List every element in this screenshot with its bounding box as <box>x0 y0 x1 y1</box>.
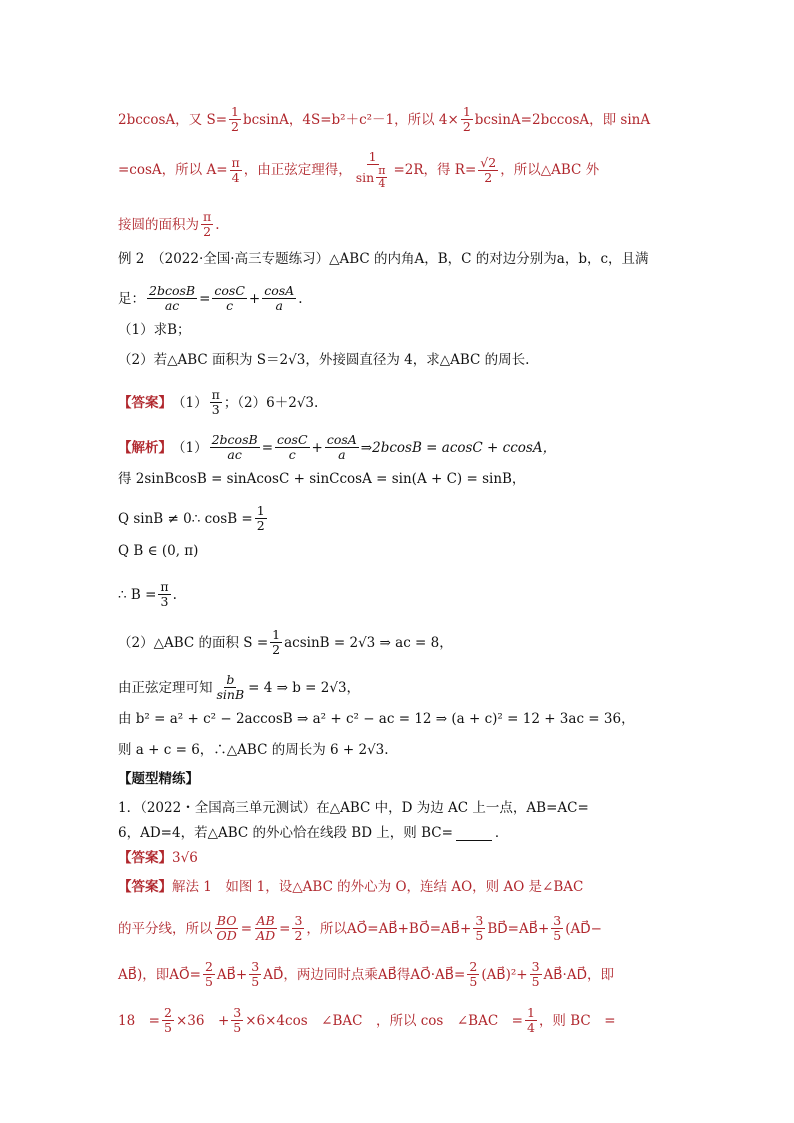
answer-blank <box>456 826 492 841</box>
fraction <box>461 105 473 134</box>
frac-den: 3 <box>211 402 220 417</box>
frac-num: cosA <box>326 432 357 447</box>
fraction <box>210 433 260 462</box>
text: ⇒2bcosB = acosC + ccosA， <box>360 439 557 456</box>
text: ，则 BC = <box>538 1012 616 1029</box>
fraction <box>212 284 247 313</box>
text: 解法 1 如图 1，设△ABC 的外心为 O，连结 AO，则 AO 是∠BAC <box>172 879 584 895</box>
frac-den: 2 <box>272 642 281 657</box>
frac-den: 5 <box>531 974 540 989</box>
fraction <box>525 1006 537 1035</box>
frac-num: 3 <box>553 913 562 928</box>
text: 【题型精练】 <box>118 771 199 787</box>
frac-den: AD <box>256 928 276 943</box>
frac-num: π <box>211 387 220 402</box>
analysis-line-6 <box>118 628 714 657</box>
frac-num: 2 <box>469 959 478 974</box>
fraction <box>215 914 239 943</box>
frac-num: 1 <box>272 627 281 642</box>
analysis-line-9 <box>118 741 714 759</box>
fraction <box>230 156 242 185</box>
frac-den: a <box>275 298 283 313</box>
example2-line-1 <box>118 250 714 268</box>
text: BD⃗=AB⃗+ <box>487 920 550 937</box>
fraction <box>551 914 563 943</box>
frac-den: 4 <box>231 169 240 185</box>
frac-num: π <box>203 209 212 224</box>
sin-text: sin <box>355 169 375 185</box>
frac-den: 5 <box>233 1020 242 1035</box>
text: =2R，得 R= <box>393 162 477 178</box>
text: ；（2）6＋2√3. <box>223 394 319 411</box>
frac-den: 5 <box>164 1020 172 1035</box>
text: . <box>298 290 303 307</box>
text: bcsinA=2bccosA，即 sinA <box>474 111 651 128</box>
frac-den: c <box>288 447 296 462</box>
frac-num: 2bcosB <box>211 432 258 447</box>
frac-num: BO <box>216 913 237 928</box>
text: ，由正弦定理得， <box>243 162 352 178</box>
frac-num: π <box>378 164 386 177</box>
text: = <box>279 920 291 937</box>
text: AD⃗，两边同时点乘AB⃗得AO⃗·AB⃗= <box>263 966 466 983</box>
frac-den: 2 <box>231 119 239 134</box>
text: =cosA，所以 A= <box>118 162 228 178</box>
text: 1．（2022・全国高三单元测试）在△ABC 中，D 为边 AC 上一点，AB=AC= <box>118 800 589 816</box>
practice-solution-line-2 <box>118 914 714 943</box>
fraction <box>249 960 261 989</box>
frac-num: 1 <box>368 149 377 164</box>
frac-num: √2 <box>480 154 497 170</box>
frac-den: 4 <box>526 1020 535 1035</box>
text: = <box>261 439 273 456</box>
fraction <box>467 960 479 989</box>
analysis-line-5 <box>118 580 714 609</box>
text: 则 a + c = 6，∴△ABC 的周长为 6 + 2√3. <box>118 742 389 758</box>
practice-answer-line <box>118 849 714 867</box>
analysis-line-7 <box>118 673 714 702</box>
text: Q B ∈ (0, π) <box>118 543 199 559</box>
analysis-line-1 <box>118 433 714 462</box>
fraction <box>262 284 296 313</box>
text: 由 b² = a² + c² − 2accosB ⇒ a² + c² − ac = 12 ⇒ (a + c)² = 12 + 3ac = 36， <box>118 711 635 727</box>
question-2 <box>118 351 714 369</box>
text: （1）求B； <box>118 322 191 338</box>
text: AB⃗)，即AO⃗= <box>118 966 201 983</box>
frac-num: 2 <box>204 959 213 974</box>
practice-solution-line-3 <box>118 960 714 989</box>
practice-heading <box>118 770 714 788</box>
frac-den: 5 <box>251 974 260 989</box>
fraction <box>473 914 485 943</box>
practice-solution-line-1 <box>118 878 714 896</box>
frac-num: π <box>231 154 240 170</box>
frac-den: 2 <box>256 518 265 533</box>
fraction <box>275 433 310 462</box>
fraction <box>162 1006 174 1035</box>
frac-den: 2 <box>294 928 303 943</box>
frac-den <box>354 165 392 190</box>
text: ，所以AO⃗=AB⃗+BO⃗=AB⃗+ <box>306 920 472 937</box>
text: 接圆的面积为 <box>118 216 199 233</box>
fraction <box>215 673 247 702</box>
frac-num: cosC <box>214 283 245 298</box>
frac-num: 3 <box>475 913 484 928</box>
text: ∴ B = <box>118 586 157 603</box>
text: . <box>172 586 177 603</box>
analysis-line-4 <box>118 542 714 560</box>
frac-num: 1 <box>462 104 471 119</box>
solution-line-2 <box>118 150 714 190</box>
text: 的平分线，所以 <box>118 920 213 937</box>
fraction <box>254 914 277 943</box>
fraction <box>231 1006 243 1035</box>
text: (AD⃗− <box>565 920 602 937</box>
frac-den: 3 <box>160 594 169 609</box>
text: 例 2 （2022·全国·高三专题练习）△ABC 的内角A，B，C 的对边分别为a，b，c，且满 <box>118 251 649 267</box>
frac-den: ac <box>164 298 180 313</box>
text: = 4 ⇒ b = 2√3， <box>248 679 361 696</box>
frac-num: 3 <box>294 913 303 928</box>
fraction <box>201 210 213 239</box>
analysis-line-3 <box>118 504 714 533</box>
fraction <box>147 284 197 313</box>
practice-q1-line-1 <box>118 799 714 817</box>
frac-den: ac <box>227 447 242 462</box>
fraction <box>158 580 170 609</box>
text: ，所以△ABC 外 <box>500 162 600 178</box>
fraction <box>325 433 359 462</box>
text: 足： <box>118 290 145 307</box>
fraction <box>530 960 542 989</box>
question-1 <box>118 321 714 339</box>
frac-den: 5 <box>469 974 478 989</box>
text: + <box>311 439 323 456</box>
text: AB⃗·AD⃗，即 <box>543 966 614 983</box>
solution-line-1 <box>118 105 714 134</box>
analysis-line-8 <box>118 710 714 728</box>
text: = <box>240 920 253 937</box>
frac-den: 2 <box>484 169 493 185</box>
fraction <box>270 628 282 657</box>
frac-num: 1 <box>256 503 265 518</box>
frac-num: b <box>226 672 235 687</box>
text: 由正弦定理可知 <box>118 679 213 696</box>
fraction-nested <box>354 150 392 190</box>
fraction <box>376 165 387 190</box>
text: AB⃗+ <box>216 966 248 983</box>
answer-value: 3√6 <box>172 850 198 866</box>
frac-den: c <box>226 298 234 313</box>
text: = <box>199 290 211 307</box>
frac-num: cosC <box>277 432 308 447</box>
answer-tag: 【答案】 <box>118 394 172 411</box>
analysis-tag: 【解析】 <box>118 439 172 456</box>
fraction <box>203 960 215 989</box>
text: ×6×4cos ∠BAC ，所以 cos ∠BAC = <box>245 1012 523 1029</box>
frac-num: 2 <box>164 1005 172 1020</box>
text: + <box>248 290 261 307</box>
text: Q sinB ≠ 0∴ cosB = <box>118 510 253 527</box>
frac-den: 5 <box>204 974 213 989</box>
frac-num: 3 <box>233 1005 242 1020</box>
frac-num: cosA <box>264 283 295 298</box>
text: 18 = <box>118 1012 160 1029</box>
text: bcsinA，4S=b²＋c²－1，所以 4× <box>242 111 459 128</box>
frac-num: 1 <box>231 104 239 119</box>
text: ×36 + <box>175 1012 230 1029</box>
text: 6，AD=4，若△ABC 的外心恰在线段 BD 上，则 BC= <box>118 825 453 841</box>
analysis-line-2 <box>118 470 714 488</box>
text: ． <box>494 825 509 841</box>
solution-line-3 <box>118 210 714 239</box>
text: 得 2sinBcosB = sinAcosC + sinCcosA = sin(A + C) = sinB， <box>118 471 526 487</box>
frac-den: a <box>338 447 346 462</box>
practice-solution-line-4 <box>118 1006 714 1035</box>
frac-num: 1 <box>526 1005 535 1020</box>
text: （2）若△ABC 面积为 S＝2√3，外接圆直径为 4，求△ABC 的周长. <box>118 352 530 368</box>
text: （1） <box>172 439 208 456</box>
fraction <box>478 156 498 185</box>
frac-den: 4 <box>378 177 386 190</box>
frac-num: 3 <box>251 959 260 974</box>
fraction <box>229 105 241 134</box>
answer-line <box>118 388 714 417</box>
frac-num: π <box>160 579 169 594</box>
text: （2）△ABC 的面积 S = <box>118 634 269 651</box>
frac-num: 2bcosB <box>149 283 196 298</box>
frac-den: 2 <box>203 224 212 239</box>
example2-line-2 <box>118 284 714 313</box>
frac-den: OD <box>216 928 237 943</box>
text: (AB⃗)²+ <box>481 966 528 983</box>
text: . <box>215 216 220 233</box>
answer-tag: 【答案】 <box>118 879 172 895</box>
text: 2bccosA，又 S= <box>118 111 228 128</box>
practice-q1-line-2 <box>118 824 714 842</box>
text: （1） <box>172 394 208 411</box>
answer-tag: 【答案】 <box>118 850 172 866</box>
fraction <box>292 914 304 943</box>
frac-den: 2 <box>462 119 471 134</box>
fraction <box>255 504 267 533</box>
frac-num: 3 <box>531 959 540 974</box>
frac-den: 5 <box>553 928 562 943</box>
frac-num: AB <box>256 913 275 928</box>
frac-den: sinB <box>216 687 245 702</box>
frac-den: 5 <box>475 928 484 943</box>
text: acsinB = 2√3 ⇒ ac = 8， <box>284 634 453 651</box>
fraction <box>210 388 222 417</box>
